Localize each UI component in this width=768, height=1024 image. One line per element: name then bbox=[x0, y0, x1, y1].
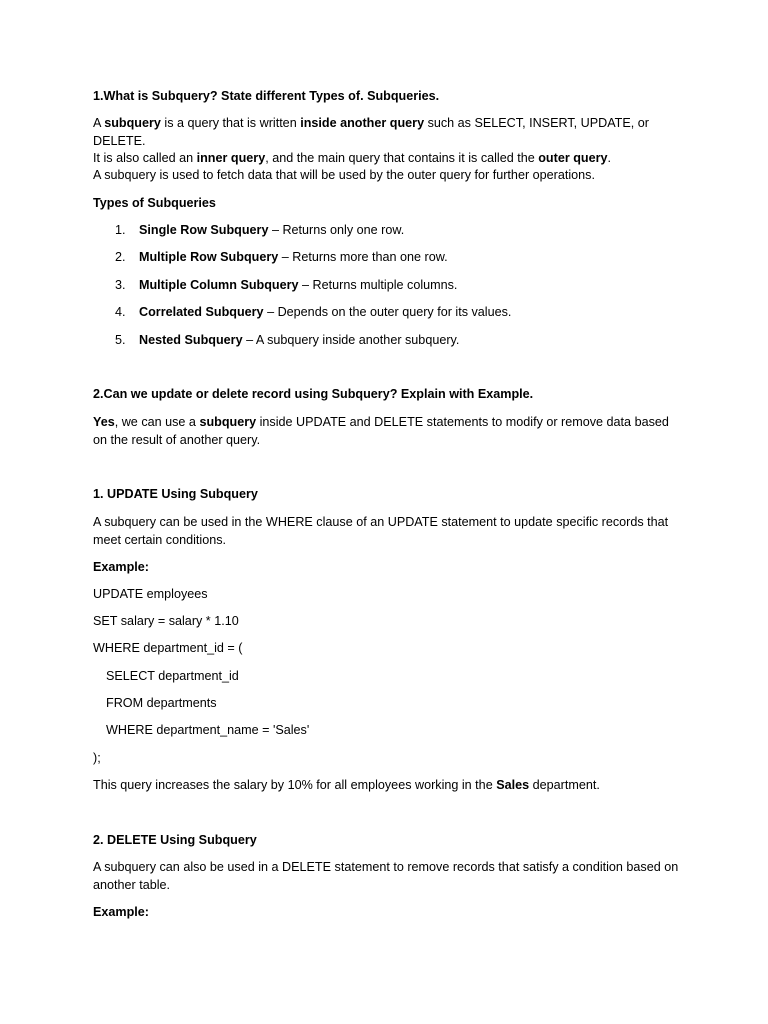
delete-example-label: Example: bbox=[93, 905, 149, 919]
list-item-desc: – Returns more than one row. bbox=[278, 250, 448, 264]
q1-definition-paragraph: A subquery is a query that is written inside another query such as SELECT, INSERT, UPDATE, or DELETE. bbox=[93, 116, 649, 148]
list-item-desc: – A subquery inside another subquery. bbox=[242, 333, 460, 347]
list-item bbox=[115, 332, 675, 350]
list-number: 3. bbox=[115, 278, 126, 292]
term-sales: Sales bbox=[496, 778, 530, 792]
q1-purpose-paragraph: A subquery is used to fetch data that will be used by the outer query for further operations. bbox=[93, 168, 595, 182]
term-yes: Yes bbox=[93, 415, 115, 429]
list-item-name: Single Row Subquery bbox=[139, 223, 269, 237]
list-item bbox=[115, 304, 675, 322]
code-line: SET salary = salary * 1.10 bbox=[93, 614, 239, 628]
list-item-desc: – Depends on the outer query for its values. bbox=[263, 305, 512, 319]
q1-inner-outer-paragraph: It is also called an inner query, and the main query that contains it is called the outer query. bbox=[93, 151, 612, 165]
q1-heading: 1.What is Subquery? State different Types of. Subqueries. bbox=[93, 89, 440, 103]
q2-heading: 2.Can we update or delete record using Subquery? Explain with Example. bbox=[93, 387, 534, 401]
code-line: ); bbox=[93, 751, 101, 765]
list-item bbox=[115, 222, 675, 240]
list-number: 1. bbox=[115, 223, 126, 237]
list-item-desc: – Returns only one row. bbox=[268, 223, 405, 237]
code-line: FROM departments bbox=[106, 696, 217, 710]
update-example-label: Example: bbox=[93, 560, 149, 574]
list-item bbox=[115, 249, 675, 267]
list-item-desc: – Returns multiple columns. bbox=[298, 278, 458, 292]
list-number: 2. bbox=[115, 250, 126, 264]
update-explanation: This query increases the salary by 10% for all employees working in the Sales department. bbox=[93, 778, 600, 792]
term-inside-another-query: inside another query bbox=[300, 116, 425, 130]
update-description: A subquery can be used in the WHERE clause of an UPDATE statement to update specific records that meet certain conditions. bbox=[93, 515, 669, 547]
q2-intro-paragraph: Yes, we can use a subquery inside UPDATE and DELETE statements to modify or remove data based on the result of another query. bbox=[93, 415, 669, 447]
list-item-name: Nested Subquery bbox=[139, 333, 243, 347]
delete-description: A subquery can also be used in a DELETE statement to remove records that satisfy a condition based on another table. bbox=[93, 860, 679, 892]
code-line: WHERE department_name = 'Sales' bbox=[106, 723, 310, 737]
delete-heading: 2. DELETE Using Subquery bbox=[93, 833, 257, 847]
term-outer-query: outer query bbox=[538, 151, 608, 165]
code-line: WHERE department_id = ( bbox=[93, 641, 243, 655]
list-item-name: Correlated Subquery bbox=[139, 305, 264, 319]
list-item-name: Multiple Row Subquery bbox=[139, 250, 279, 264]
term-subquery: subquery bbox=[104, 116, 161, 130]
term-inner-query: inner query bbox=[196, 151, 266, 165]
types-heading: Types of Subqueries bbox=[93, 196, 216, 210]
list-item-name: Multiple Column Subquery bbox=[139, 278, 299, 292]
code-line: SELECT department_id bbox=[106, 669, 239, 683]
list-number: 5. bbox=[115, 333, 126, 347]
list-item bbox=[115, 277, 675, 295]
list-number: 4. bbox=[115, 305, 126, 319]
term-subquery: subquery bbox=[199, 415, 257, 429]
update-heading: 1. UPDATE Using Subquery bbox=[93, 487, 258, 501]
code-line: UPDATE employees bbox=[93, 587, 208, 601]
